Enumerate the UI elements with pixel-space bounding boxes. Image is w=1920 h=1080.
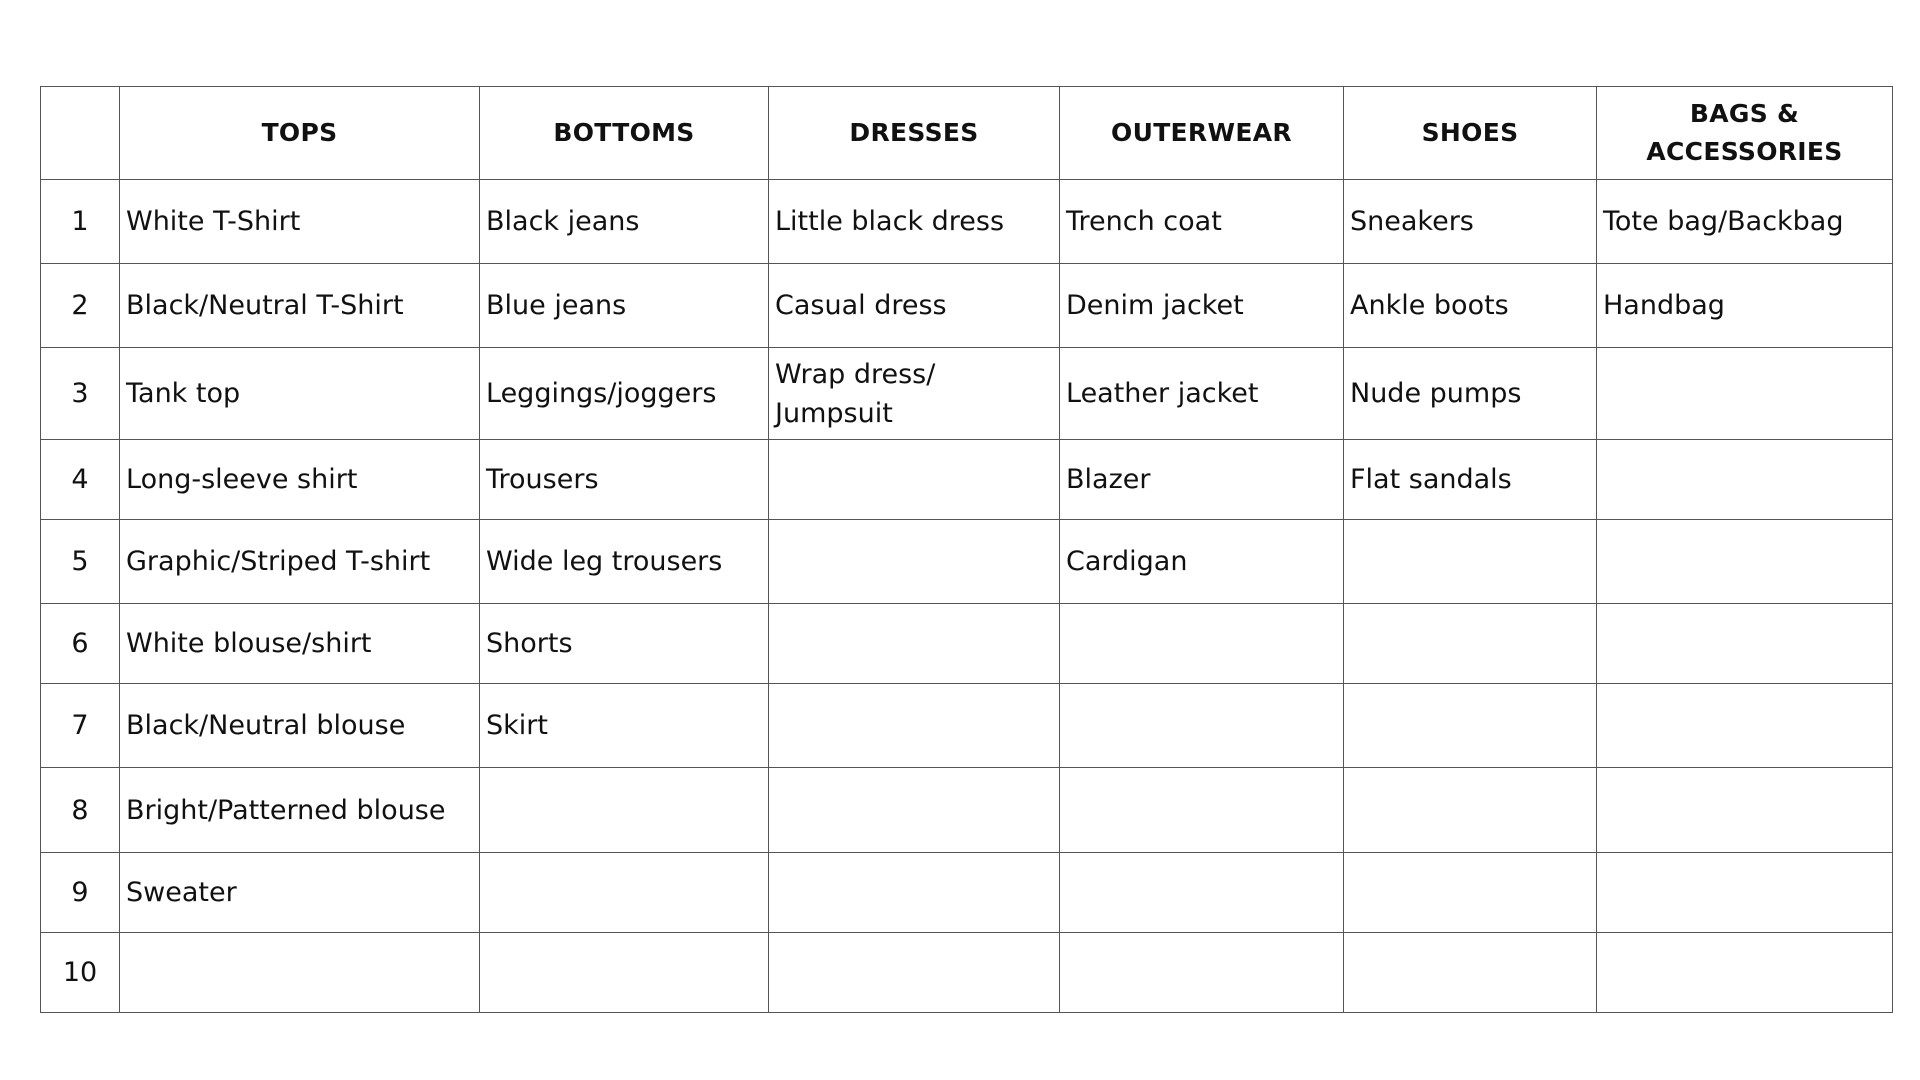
header-shoes: SHOES (1344, 87, 1597, 180)
bags-accessories-cell: Handbag (1597, 264, 1893, 348)
header-dresses: DRESSES (769, 87, 1060, 180)
tops-cell: Bright/Patterned blouse (120, 768, 480, 853)
row-number: 6 (41, 604, 120, 684)
table-row (41, 684, 1893, 768)
dresses-cell: Casual dress (769, 264, 1060, 348)
shoes-cell: Nude pumps (1344, 348, 1597, 440)
bottoms-cell (480, 768, 769, 853)
outerwear-cell (1060, 604, 1344, 684)
shoes-cell (1344, 768, 1597, 853)
dresses-cell (769, 933, 1060, 1013)
table-row (41, 604, 1893, 684)
bottoms-cell: Skirt (480, 684, 769, 768)
shoes-cell: Flat sandals (1344, 440, 1597, 520)
row-number: 5 (41, 520, 120, 604)
bags-accessories-cell (1597, 684, 1893, 768)
outerwear-cell: Blazer (1060, 440, 1344, 520)
bags-accessories-cell (1597, 348, 1893, 440)
header-number (41, 87, 120, 180)
outerwear-cell (1060, 684, 1344, 768)
tops-cell: Black/Neutral T-Shirt (120, 264, 480, 348)
outerwear-cell: Trench coat (1060, 180, 1344, 264)
row-number: 7 (41, 684, 120, 768)
bags-accessories-cell (1597, 604, 1893, 684)
table-row (41, 933, 1893, 1013)
table-row (41, 180, 1893, 264)
row-number: 3 (41, 348, 120, 440)
shoes-cell (1344, 520, 1597, 604)
bags-accessories-cell (1597, 853, 1893, 933)
bottoms-cell: Black jeans (480, 180, 769, 264)
outerwear-cell (1060, 853, 1344, 933)
shoes-cell (1344, 604, 1597, 684)
tops-cell: Black/Neutral blouse (120, 684, 480, 768)
wardrobe-table (40, 86, 1893, 1013)
shoes-cell (1344, 684, 1597, 768)
bags-accessories-cell (1597, 768, 1893, 853)
table-row (41, 440, 1893, 520)
tops-cell: Tank top (120, 348, 480, 440)
outerwear-cell: Denim jacket (1060, 264, 1344, 348)
header-bags-accessories: BAGS & ACCESSORIES (1597, 87, 1893, 180)
tops-cell: White blouse/shirt (120, 604, 480, 684)
row-number: 8 (41, 768, 120, 853)
dresses-cell: Wrap dress/ Jumpsuit (769, 348, 1060, 440)
header-tops: TOPS (120, 87, 480, 180)
dresses-cell (769, 768, 1060, 853)
dresses-cell (769, 604, 1060, 684)
table-row (41, 348, 1893, 440)
bottoms-cell (480, 933, 769, 1013)
shoes-cell: Ankle boots (1344, 264, 1597, 348)
shoes-cell: Sneakers (1344, 180, 1597, 264)
bottoms-cell: Wide leg trousers (480, 520, 769, 604)
dresses-cell: Little black dress (769, 180, 1060, 264)
table-row (41, 264, 1893, 348)
row-number: 4 (41, 440, 120, 520)
outerwear-cell (1060, 768, 1344, 853)
row-number: 2 (41, 264, 120, 348)
shoes-cell (1344, 933, 1597, 1013)
outerwear-cell: Leather jacket (1060, 348, 1344, 440)
bottoms-cell: Leggings/joggers (480, 348, 769, 440)
capsule-wardrobe-sheet (40, 86, 1892, 1013)
dresses-cell (769, 440, 1060, 520)
header-row (41, 87, 1893, 180)
row-number: 10 (41, 933, 120, 1013)
tops-cell: White T-Shirt (120, 180, 480, 264)
table-body (41, 180, 1893, 1013)
bottoms-cell: Blue jeans (480, 264, 769, 348)
shoes-cell (1344, 853, 1597, 933)
row-number: 9 (41, 853, 120, 933)
bags-accessories-cell (1597, 520, 1893, 604)
tops-cell (120, 933, 480, 1013)
outerwear-cell (1060, 933, 1344, 1013)
bottoms-cell: Trousers (480, 440, 769, 520)
bottoms-cell: Shorts (480, 604, 769, 684)
dresses-cell (769, 684, 1060, 768)
table-row (41, 520, 1893, 604)
header-bottoms: BOTTOMS (480, 87, 769, 180)
table-row (41, 768, 1893, 853)
tops-cell: Long-sleeve shirt (120, 440, 480, 520)
table-row (41, 853, 1893, 933)
tops-cell: Sweater (120, 853, 480, 933)
bags-accessories-cell (1597, 440, 1893, 520)
row-number: 1 (41, 180, 120, 264)
bags-accessories-cell: Tote bag/Backbag (1597, 180, 1893, 264)
header-outerwear: OUTERWEAR (1060, 87, 1344, 180)
outerwear-cell: Cardigan (1060, 520, 1344, 604)
bags-accessories-cell (1597, 933, 1893, 1013)
dresses-cell (769, 853, 1060, 933)
table-header (41, 87, 1893, 180)
tops-cell: Graphic/Striped T-shirt (120, 520, 480, 604)
dresses-cell (769, 520, 1060, 604)
bottoms-cell (480, 853, 769, 933)
